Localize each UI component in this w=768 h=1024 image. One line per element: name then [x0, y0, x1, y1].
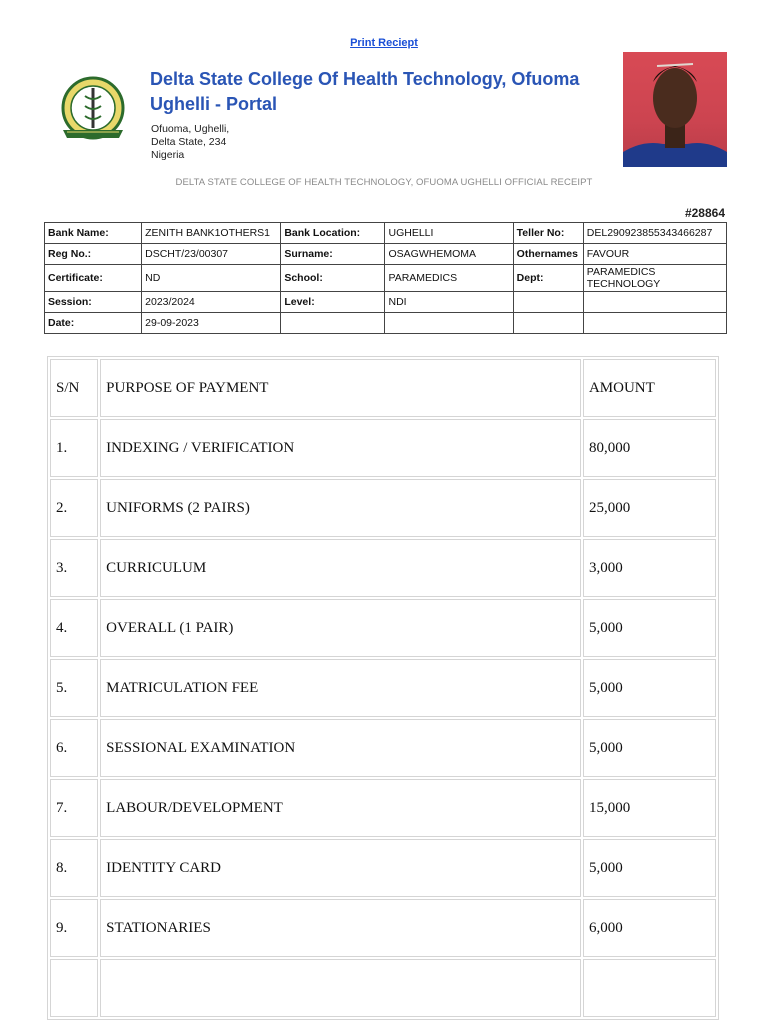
bank-location-value: UGHELLI — [385, 223, 513, 244]
payment-purpose: INDEXING / VERIFICATION — [100, 419, 581, 477]
payment-amount: 80,000 — [583, 419, 716, 477]
payment-purpose: SESSIONAL EXAMINATION — [100, 719, 581, 777]
othernames-value: FAVOUR — [583, 244, 726, 265]
level-label: Level: — [281, 292, 385, 313]
payment-purpose: IDENTITY CARD — [100, 839, 581, 897]
session-label: Session: — [45, 292, 142, 313]
info-row — [45, 244, 727, 265]
info-row — [45, 292, 727, 313]
payment-purpose: UNIFORMS (2 PAIRS) — [100, 479, 581, 537]
amount-header: AMOUNT — [583, 359, 716, 417]
payment-sn: 7. — [50, 779, 98, 837]
payment-row — [50, 719, 716, 777]
payment-sn: 1. — [50, 419, 98, 477]
certificate-value: ND — [142, 265, 281, 292]
payment-sn: 5. — [50, 659, 98, 717]
payment-sn: 3. — [50, 539, 98, 597]
payment-sn: 2. — [50, 479, 98, 537]
session-value: 2023/2024 — [142, 292, 281, 313]
payment-row — [50, 599, 716, 657]
payment-row — [50, 779, 716, 837]
payment-sn: 6. — [50, 719, 98, 777]
dept-label: Dept: — [513, 265, 583, 292]
empty-cell — [583, 292, 726, 313]
dept-value: PARAMEDICS TECHNOLOGY — [583, 265, 726, 292]
address-line: Ofuoma, Ughelli, — [151, 123, 230, 135]
payment-amount: 6,000 — [583, 899, 716, 957]
payment-row — [50, 479, 716, 537]
othernames-label: Othernames — [513, 244, 583, 265]
print-receipt-link[interactable]: Print Reciept — [350, 37, 418, 49]
receipt-heading: DELTA STATE COLLEGE OF HEALTH TECHNOLOGY, OFUOMA UGHELLI OFFICIAL RECEIPT — [175, 177, 593, 188]
payment-purpose: LABOUR/DEVELOPMENT — [100, 779, 581, 837]
address-line: Nigeria — [151, 149, 185, 161]
payment-amount: 5,000 — [583, 599, 716, 657]
receipt-number: #28864 — [684, 206, 725, 220]
payment-amount: 5,000 — [583, 719, 716, 777]
date-label: Date: — [45, 313, 142, 334]
payment-row — [50, 659, 716, 717]
date-value: 29-09-2023 — [142, 313, 281, 334]
info-row — [45, 223, 727, 244]
school-label: School: — [281, 265, 385, 292]
payment-purpose: STATIONARIES — [100, 899, 581, 957]
payment-amount: 3,000 — [583, 539, 716, 597]
payment-sn — [50, 959, 98, 1017]
surname-value: OSAGWHEMOMA — [385, 244, 513, 265]
payment-sn: 4. — [50, 599, 98, 657]
payment-amount: 25,000 — [583, 479, 716, 537]
bank-location-label: Bank Location: — [281, 223, 385, 244]
college-logo — [57, 74, 129, 146]
bank-name-label: Bank Name: — [45, 223, 142, 244]
info-row — [45, 313, 727, 334]
payment-amount — [583, 959, 716, 1017]
payment-header-row — [50, 359, 716, 417]
payment-row — [50, 539, 716, 597]
payment-row — [50, 959, 716, 1017]
teller-no-label: Teller No: — [513, 223, 583, 244]
surname-label: Surname: — [281, 244, 385, 265]
info-row — [45, 265, 727, 292]
empty-cell — [385, 313, 513, 334]
payment-purpose: MATRICULATION FEE — [100, 659, 581, 717]
purpose-header: PURPOSE OF PAYMENT — [100, 359, 581, 417]
payment-row — [50, 839, 716, 897]
empty-cell — [281, 313, 385, 334]
reg-no-value: DSCHT/23/00307 — [142, 244, 281, 265]
reg-no-label: Reg No.: — [45, 244, 142, 265]
payment-row — [50, 899, 716, 957]
school-value: PARAMEDICS — [385, 265, 513, 292]
teller-no-value: DEL290923855343466287 — [583, 223, 726, 244]
empty-cell — [513, 292, 583, 313]
sn-header: S/N — [50, 359, 98, 417]
payment-sn: 8. — [50, 839, 98, 897]
payment-sn: 9. — [50, 899, 98, 957]
school-title: Delta State College Of Health Technology, Ofuoma Ughelli - Portal — [150, 69, 580, 114]
payment-row — [50, 419, 716, 477]
bank-name-value: ZENITH BANK1OTHERS1 — [142, 223, 281, 244]
empty-cell — [513, 313, 583, 334]
payer-info-table — [44, 222, 727, 334]
payment-purpose: OVERALL (1 PAIR) — [100, 599, 581, 657]
payment-table — [47, 356, 719, 1020]
payment-amount: 15,000 — [583, 779, 716, 837]
address-line: Delta State, 234 — [151, 136, 227, 148]
certificate-label: Certificate: — [45, 265, 142, 292]
school-address — [151, 123, 229, 162]
level-value: NDI — [385, 292, 513, 313]
empty-cell — [583, 313, 726, 334]
payment-purpose: CURRICULUM — [100, 539, 581, 597]
payment-amount: 5,000 — [583, 659, 716, 717]
student-photo — [623, 52, 727, 167]
payment-purpose — [100, 959, 581, 1017]
payment-amount: 5,000 — [583, 839, 716, 897]
